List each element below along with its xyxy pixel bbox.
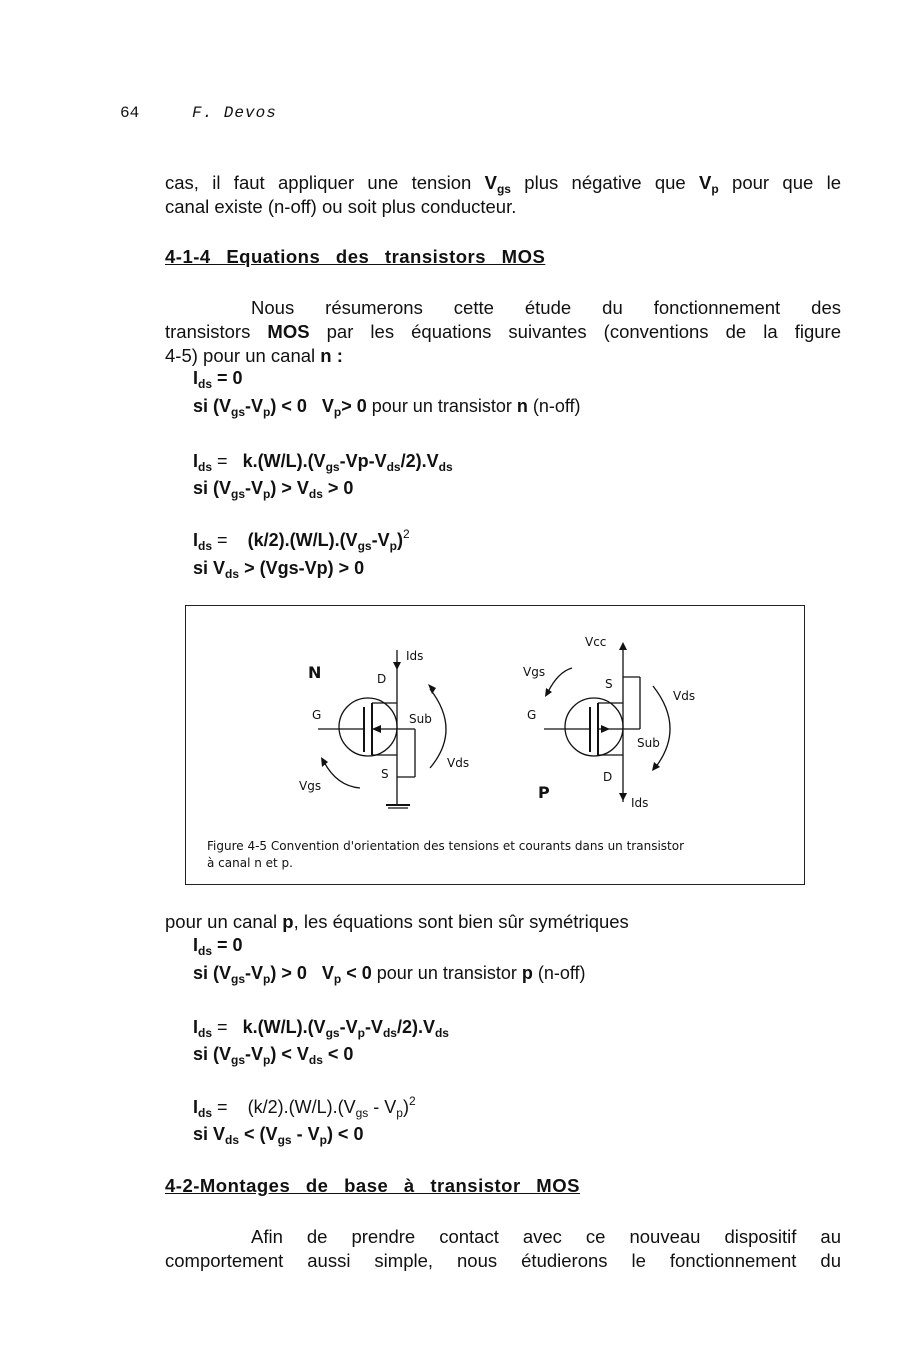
paragraph-montages: Afin de prendre contact avec ce nouveau dispositif au comportement aussi simple, nous étudierons le fonctionnement du [165,1226,841,1271]
condition-p-1: si $(V_{gs}-V_p) > 0$ $V_p < 0$ pour un transistor p (n-off) [193,963,586,986]
n-source-label: S [381,767,389,781]
p-ids-label: Ids [631,796,649,810]
figure-caption: Figure 4-5 Convention d'orientation des tensions et courants dans un transistor à canal n et p. [207,839,685,870]
equation-n-3: $I_{ds}$ = $(k/2).(W/L).(V_{gs}-V_p)^2$ [193,527,410,553]
running-header-author: F. Devos [192,104,277,122]
p-gate-label: G [527,708,537,722]
p-vds-arrow-curve [653,686,670,768]
equation-p-3: $I_{ds}$ = $(k/2).(W/L).(V_{gs} - V_p)^2$ [193,1094,416,1120]
condition-p-3: si $V_{ds} < (V_{gs} - V_p) < 0$ [193,1124,364,1147]
section-heading-4-1-4: 4-1-4 Equations des transistors MOS [165,246,546,267]
p-channel-label: P [538,783,550,802]
p-vgs-label: Vgs [523,665,546,679]
n-gate-label: G [312,708,322,722]
condition-n-3: si $V_{ds} > (Vgs-Vp) > 0$ [193,558,365,581]
condition-n-2: si $(V_{gs}-V_p) > V_{ds} > 0$ [193,478,354,501]
equation-n-2: $I_{ds}$ = $k.(W/L).(V_{gs}-Vp-V_{ds}/2).V_{ds}$ [193,451,453,474]
n-sub-label: Sub [409,712,432,726]
paragraph-intro: cas, il faut appliquer une tension $V_{gs}$ plus négative que $V_p$ pour que le canal existe (n-off) ou soit plus conducteur. [165,172,841,217]
n-vgs-arrow-curve [323,760,360,788]
p-source-label: S [605,677,613,691]
p-drain-label: D [603,770,613,784]
equation-p-1: $I_{ds} = 0$ [193,935,243,958]
condition-p-2: si $(V_{gs}-V_p) < V_{ds} < 0$ [193,1044,354,1067]
p-mos-body [565,698,623,756]
vcc-label: Vcc [585,635,607,649]
page-number: 64 [120,104,140,122]
equation-p-2: $I_{ds}$ = $k.(W/L).(V_{gs}-V_p-V_{ds}/2).V_{ds}$ [193,1017,449,1040]
n-mos-body [339,698,397,756]
n-channel-label: N [308,663,322,682]
n-drain-label: D [377,672,387,686]
condition-n-1: si $(V_{gs}-V_p) < 0$ $V_p> 0$ pour un transistor n (n-off) [193,396,581,419]
paragraph-summary: Nous résumerons cette étude du fonctionnement des transistors MOS par les équations suivantes (conventions de la figure 4-5) pour un canal n : [165,297,842,366]
p-vds-label: Vds [673,689,696,703]
paragraph-p-channel: pour un canal p, les équations sont bien sûr symétriques [165,911,629,932]
n-ids-label: Ids [406,649,424,663]
vcc-arrow [619,642,627,650]
p-vgs-arrow-curve [548,668,572,692]
n-vds-label: Vds [447,756,470,770]
section-heading-4-2: 4-2-Montages de base à transistor MOS [165,1175,580,1196]
n-vgs-label: Vgs [299,779,322,793]
p-ids-arrow [619,793,627,801]
n-ids-arrow [393,662,401,670]
p-sub-label: Sub [637,736,660,750]
n-vds-arrow-curve [430,689,446,768]
equation-n-1: $I_{ds} = 0$ [193,368,243,391]
